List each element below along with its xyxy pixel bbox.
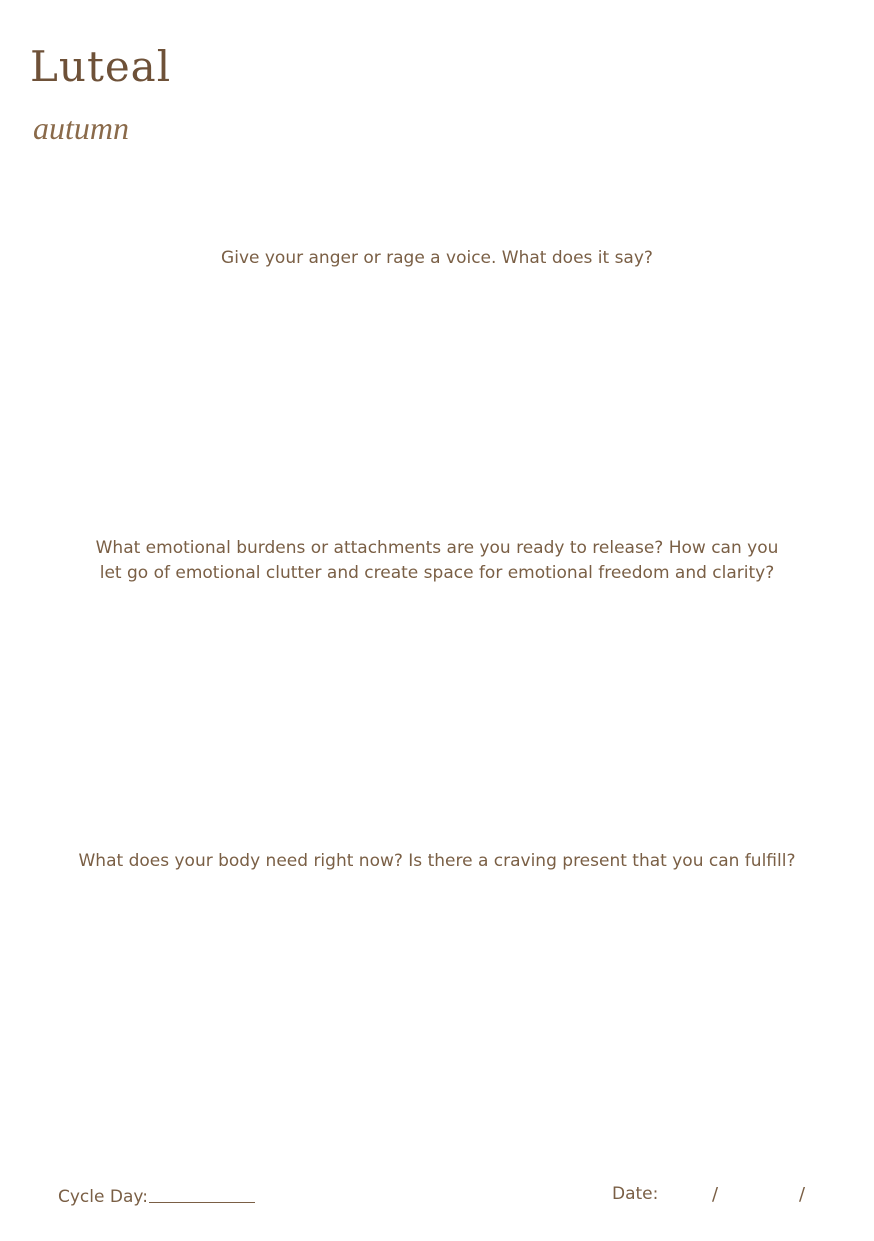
prompt-line: What emotional burdens or attachments are you ready to release? How can you bbox=[95, 538, 779, 558]
journal-prompt-3 bbox=[40, 849, 834, 874]
page-title: Luteal bbox=[30, 42, 172, 91]
prompt-line: What does your body need right now? Is there a craving present that you can fulfill? bbox=[78, 851, 796, 871]
cycle-day-underline bbox=[149, 1202, 255, 1203]
page-subtitle: autumn bbox=[33, 110, 129, 146]
cycle-day-field bbox=[58, 1187, 255, 1207]
prompt-line: let go of emotional clutter and create space for emotional freedom and clarity? bbox=[99, 563, 775, 583]
journal-prompt-2 bbox=[40, 536, 834, 586]
journal-prompt-1 bbox=[40, 246, 834, 271]
date-label: Date: bbox=[612, 1184, 659, 1204]
date-separator: / bbox=[712, 1184, 719, 1205]
date-separator: / bbox=[799, 1184, 806, 1205]
cycle-day-label: Cycle Day: bbox=[58, 1187, 148, 1207]
prompt-line: Give your anger or rage a voice. What does it say? bbox=[221, 248, 653, 268]
